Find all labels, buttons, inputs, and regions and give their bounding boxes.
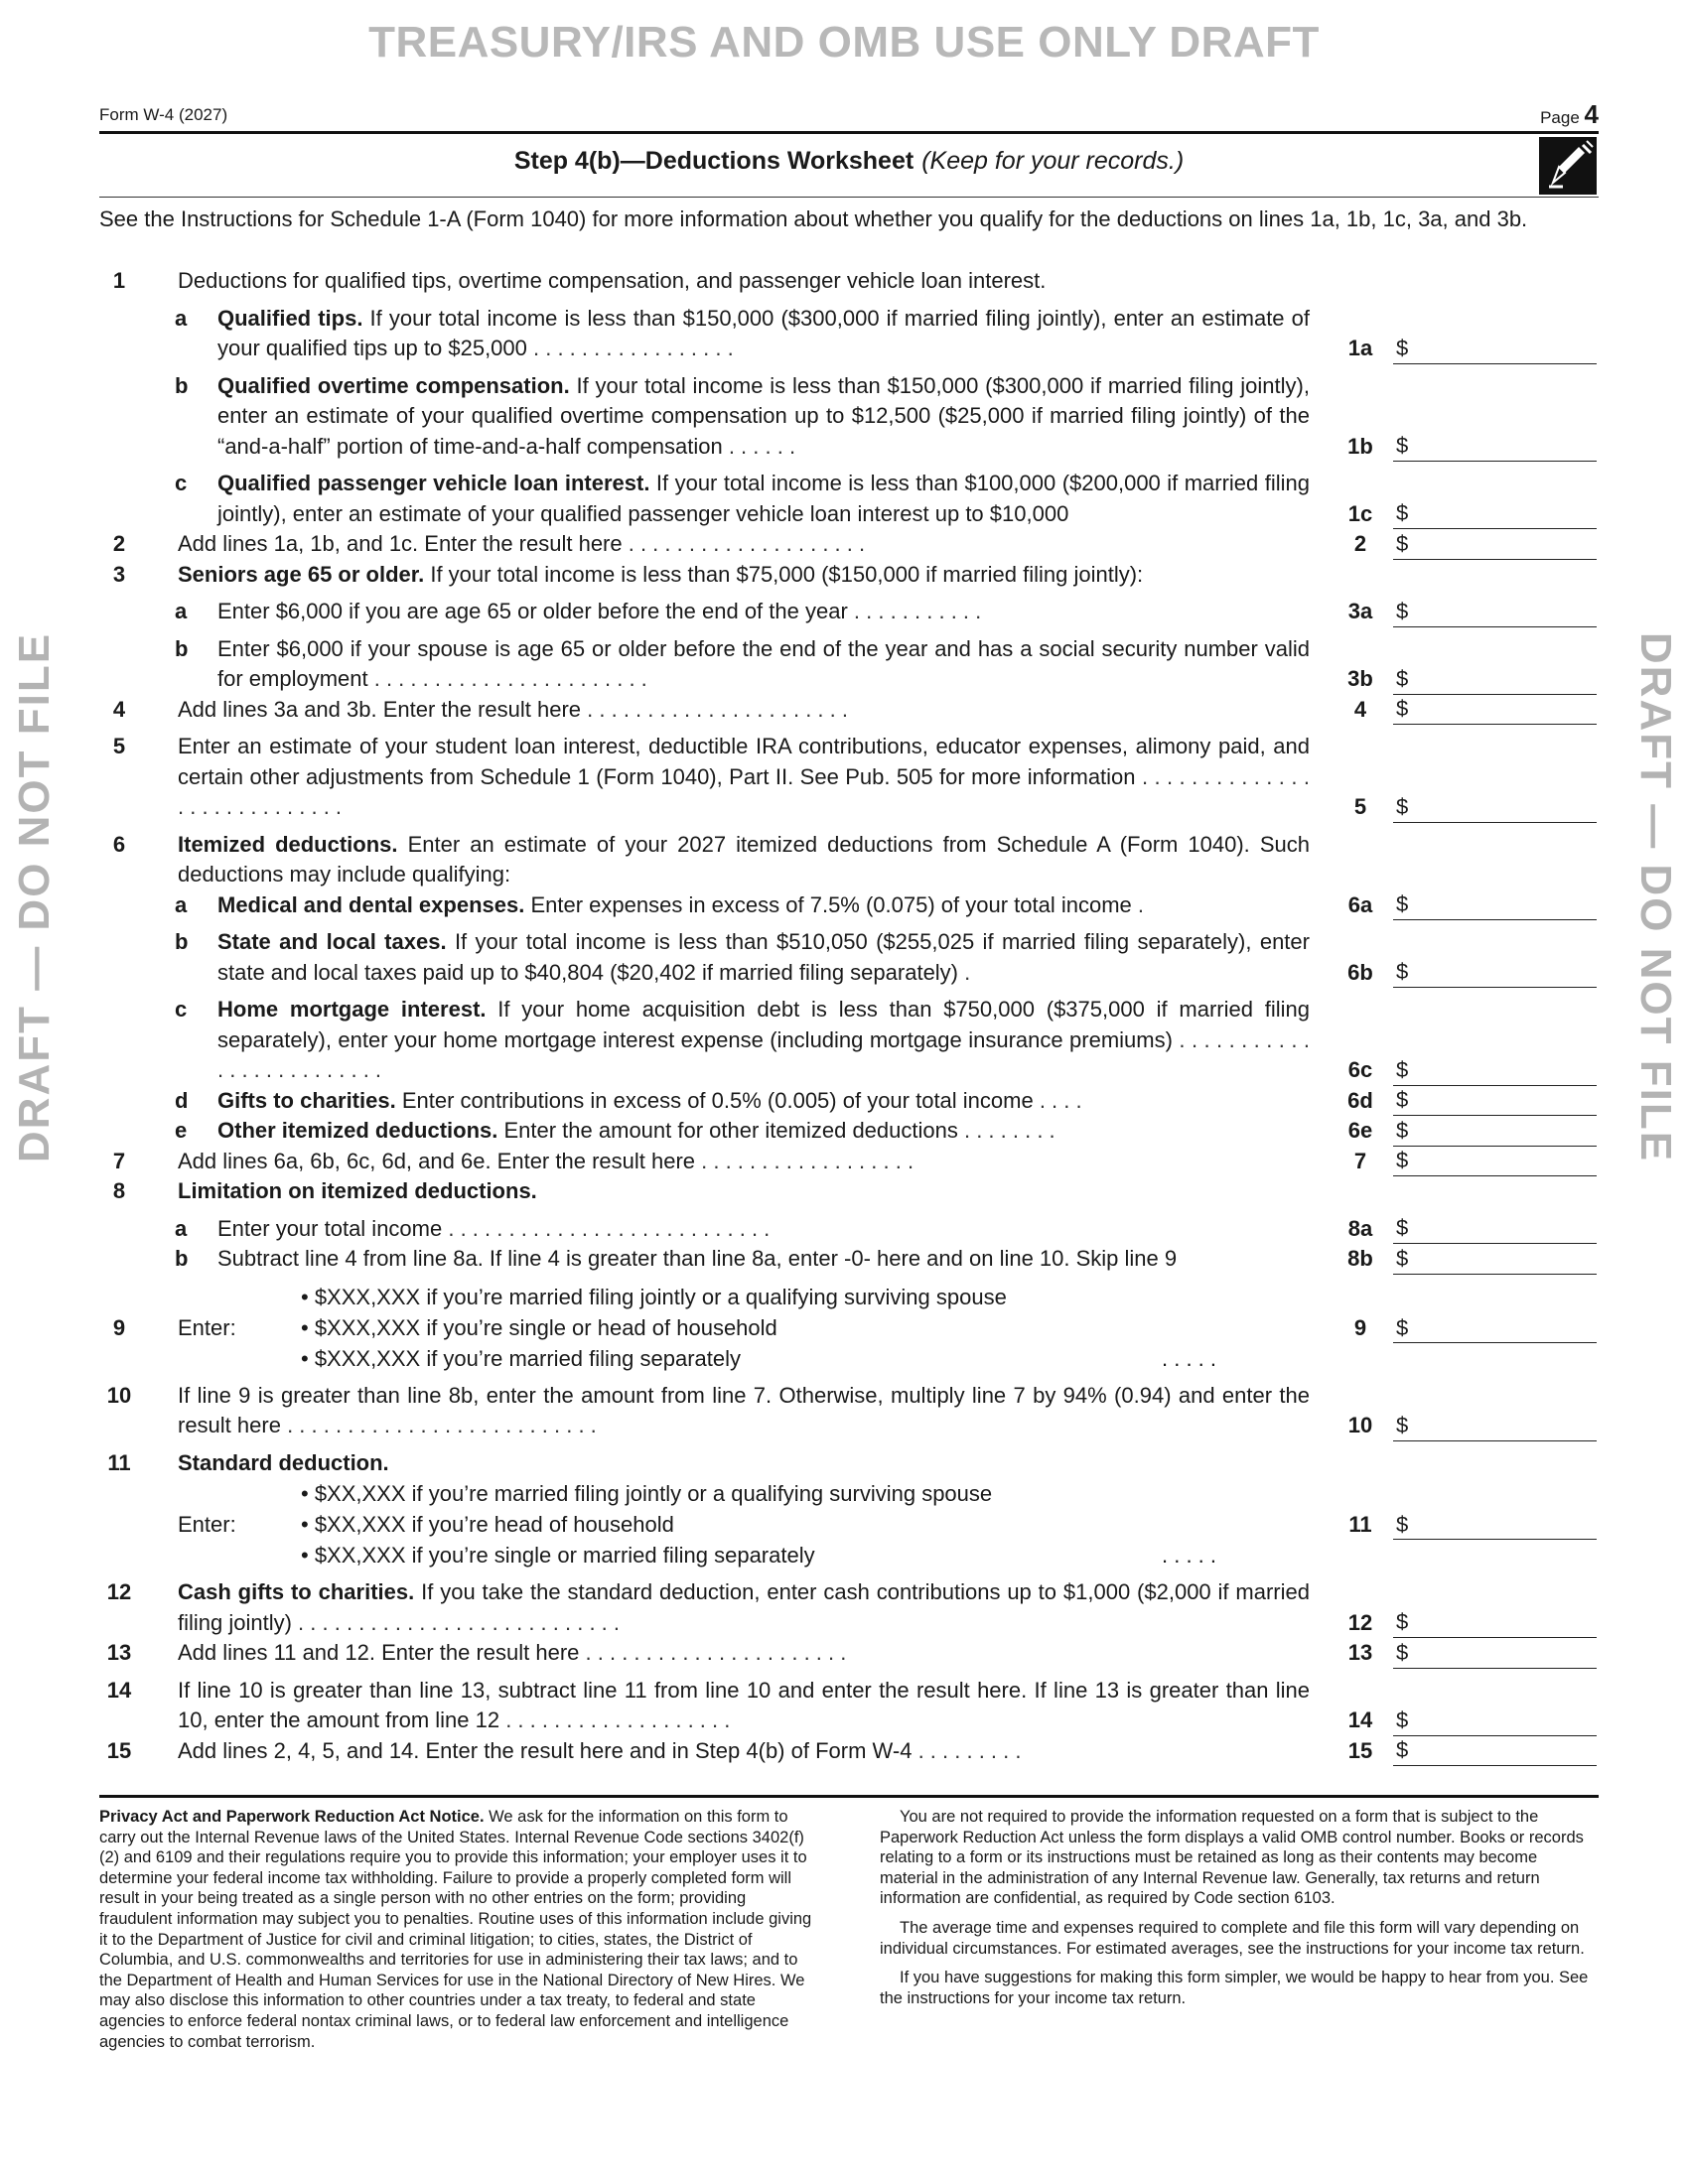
line-10-amount-field[interactable]: $ [1393,1411,1597,1441]
line-3b-amount-field[interactable]: $ [1393,664,1597,695]
line-5: 5 Enter an estimate of your student loan interest, deductible IRA contributions, educator expenses, alimony paid, and certain other adjustments from Schedule 1 (Form 1040), Part II. See Pub. 505 for more information . . . . . . . . . . . . . . . . . . . . . . . . . . . . 5 $ [99,732,1599,823]
line-9: • $XXX,XXX if you’re married filing jointly or a qualifying surviving spouse 9 Enter: • $XXX,XXX if you’re single or head of household . . . . . 9 $ • $XXX,XXX if you’re married filing separately [99,1282,1599,1374]
line-6: 6 Itemized deductions. Enter an estimate of your 2027 itemized deductions from Schedule A (Form 1040). Such deductions may include qualifying: [112,831,1310,887]
line-1b: b Qualified overtime compensation. If your total income is less than $150,000 ($300,000 if married filing jointly), enter an estimate of your qualified overtime compensation up to $12,500 ($25,000 if married filing jointly) of the “and-a-half” portion of time-and-a-half compensation . . . . . . 1b $ [99,371,1599,463]
line-6b-amount-field[interactable]: $ [1393,957,1597,988]
worksheet-lines [99,266,1599,1766]
line-1c-amount-field[interactable]: $ [1393,498,1597,529]
line-8b-amount-field[interactable]: $ [1393,1244,1597,1275]
pen-icon [1539,137,1597,195]
line-12-amount-field[interactable]: $ [1393,1607,1597,1638]
line-5-amount-field[interactable]: $ [1393,792,1597,823]
line-6e: e Other itemized deductions. Enter the amount for other itemized deductions . . . . . . . . 6e $ [99,1116,1599,1147]
title-rule [99,197,1599,198]
line-3: 3 Seniors age 65 or older. If your total income is less than $75,000 ($150,000 if married filing jointly): [112,561,1144,587]
privacy-notice: Privacy Act and Paperwork Reduction Act Notice. We ask for the information on this form to carry out the Internal Revenue laws of the United States. Internal Revenue Code sections 3402(f)(2) and 6109 and their regulations require you to provide this information; your employer uses it to determine your federal income tax withholding. Failure to provide a properly completed form will result in your being treated as a single person with no other entries on the form; providing fraudulent information may subject you to penalties. Routine uses of this information include giving it to the Department of Justice for civil and criminal litigation; to cities, states, the District of Columbia, and U.S. commonwealths and territories for use in administering their tax laws; and to the Department of Health and Human Services for use in the National Directory of New Hires. We may also disclose this information to other countries under a tax treaty, to federal and state agencies to enforce federal nontax criminal laws, or to federal law enforcement and intelligence agencies to combat terrorism. [99,1808,812,2051]
intro-text: See the Instructions for Schedule 1-A (Form 1040) for more information about whether you qualify for the deductions on lines 1a, 1b, 1c, 3a, and 3b. [99,206,1528,231]
line-1: 1 Deductions for qualified tips, overtime compensation, and passenger vehicle loan interest. [112,268,1047,293]
line-1a-amount-field[interactable]: $ [1393,334,1597,364]
line-1b-amount-field[interactable]: $ [1393,431,1597,462]
line-4-amount-field[interactable]: $ [1393,694,1597,725]
line-10: 10 If line 9 is greater than line 8b, enter the amount from line 7. Otherwise, multiply line 7 by 94% (0.94) and enter the result here . . . . . . . . . . . . . . . . . . . . . . . . . . 10 $ [99,1381,1599,1441]
page-number: Page 4 [1540,99,1599,129]
line-6d-amount-field[interactable]: $ [1393,1085,1597,1116]
line-12: 12 Cash gifts to charities. If you take the standard deduction, enter cash contributions up to $1,000 ($2,000 if married filing jointly) . . . . . . . . . . . . . . . . . . . . . . . . . . . 12 $ [99,1577,1599,1638]
footer-rule [99,1795,1599,1798]
form-id: Form W-4 (2027) [99,105,228,124]
header-rule [99,131,1599,134]
line-3a-amount-field[interactable]: $ [1393,597,1597,627]
draft-watermark-left: DRAFT — DO NOT FILE [10,631,59,1163]
draft-watermark-top: TREASURY/IRS AND OMB USE ONLY DRAFT [368,18,1320,67]
line-7-amount-field[interactable]: $ [1393,1146,1597,1176]
line-8a: a Enter your total income . . . . . . . . . . . . . . . . . . . . . . . . . . . 8a $ [99,1214,1599,1245]
line-14: 14 If line 10 is greater than line 13, subtract line 11 from line 10 and enter the result here. If line 13 is greater than line 10, enter the amount from line 12 . . . . . . . . . . . . . . . . . . . 14 $ [99,1676,1599,1736]
line-15-amount-field[interactable]: $ [1393,1735,1597,1766]
line-6c-amount-field[interactable]: $ [1393,1055,1597,1086]
line-9-amount-field[interactable]: $ [1393,1312,1597,1343]
line-13-amount-field[interactable]: $ [1393,1638,1597,1669]
line-11: 11 Standard deduction. [107,1449,389,1475]
line-2-amount-field[interactable]: $ [1393,529,1597,560]
line-3a: a Enter $6,000 if you are age 65 or older before the end of the year . . . . . . . . . . . 3a $ [99,597,1599,627]
line-6b: b State and local taxes. If your total income is less than $510,050 ($255,025 if married filing separately), enter state and local taxes paid up to $40,804 ($20,402 if married filing separately) . 6b $ [99,927,1599,988]
line-15: 15 Add lines 2, 4, 5, and 14. Enter the result here and in Step 4(b) of Form W-4 . . . . . . . . . 15 $ [99,1736,1599,1767]
draft-watermark-right: DRAFT — DO NOT FILE [1631,631,1680,1163]
line-8: 8 Limitation on itemized deductions. [112,1178,537,1203]
line-7: 7 Add lines 6a, 6b, 6c, 6d, and 6e. Enter the result here . . . . . . . . . . . . . . . . . . 7 $ [99,1147,1599,1177]
line-1a: a Qualified tips. If your total income is less than $150,000 ($300,000 if married filing jointly), enter an estimate of your qualified tips up to $25,000 . . . . . . . . . . . . . . . . . 1a $ [99,304,1599,364]
line-11-amount-field[interactable]: $ [1393,1509,1597,1540]
line-6e-amount-field[interactable]: $ [1393,1116,1597,1147]
line-3b: b Enter $6,000 if your spouse is age 65 or older before the end of the year and has a social security number valid for employment . . . . . . . . . . . . . . . . . . . . . . . 3b $ [99,634,1599,695]
line-6d: d Gifts to charities. Enter contributions in excess of 0.5% (0.005) of your total income . . . . 6d $ [99,1086,1599,1117]
line-6a: a Medical and dental expenses. Enter expenses in excess of 7.5% (0.075) of your total income . 6a $ [99,890,1599,921]
line-8a-amount-field[interactable]: $ [1393,1213,1597,1244]
line-1c: c Qualified passenger vehicle loan interest. If your total income is less than $100,000 ($200,000 if married filing jointly), enter an estimate of your qualified passenger vehicle loan interest up to $10,000 1c $ [99,469,1599,529]
line-14-amount-field[interactable]: $ [1393,1706,1597,1736]
line-8b: b Subtract line 4 from line 8a. If line 4 is greater than line 8a, enter -0- here and on line 10. Skip line 9 8b $ [99,1244,1599,1275]
line-4: 4 Add lines 3a and 3b. Enter the result here . . . . . . . . . . . . . . . . . . . . . . 4 $ [99,695,1599,726]
line-6c: c Home mortgage interest. If your home acquisition debt is less than $750,000 ($375,000 if married filing separately), enter your home mortgage interest expense (including mortgage insurance premiums) . . . . . . . . . . . . . . . . . . . . . . . . . 6c $ [99,995,1599,1086]
line-13: 13 Add lines 11 and 12. Enter the result here . . . . . . . . . . . . . . . . . . . . . . 13 $ [99,1638,1599,1669]
line-2: 2 Add lines 1a, 1b, and 1c. Enter the result here . . . . . . . . . . . . . . . . . . . . 2 $ [99,529,1599,560]
worksheet-title: Step 4(b)—Deductions Worksheet (Keep for your records.) [513,147,1185,175]
paperwork-notice: You are not required to provide the information requested on a form that is subject to the Paperwork Reduction Act unless the form displays a valid OMB control number. Books or records relating to a form or its instructions must be retained as long as their contents may become material in the administration of any Internal Revenue law. Generally, tax returns and return information are confidential, as required by Code section 6103. The average time and expenses required to complete and file this form will vary depending on individual circumstances. For estimated averages, see the instructions for your income tax return. If you have suggestions for making this form simpler, we would be happy to hear from you. See the instructions for your income tax return. [880,1808,1589,2007]
line-6a-amount-field[interactable]: $ [1393,889,1597,920]
page-header [99,99,1599,135]
line-11-options: • $XX,XXX if you’re married filing jointly or a qualifying surviving spouse Enter: • $XX,XXX if you’re head of household . . . . . 11 $ • $XX,XXX if you’re single or married filing separately [99,1478,1599,1570]
